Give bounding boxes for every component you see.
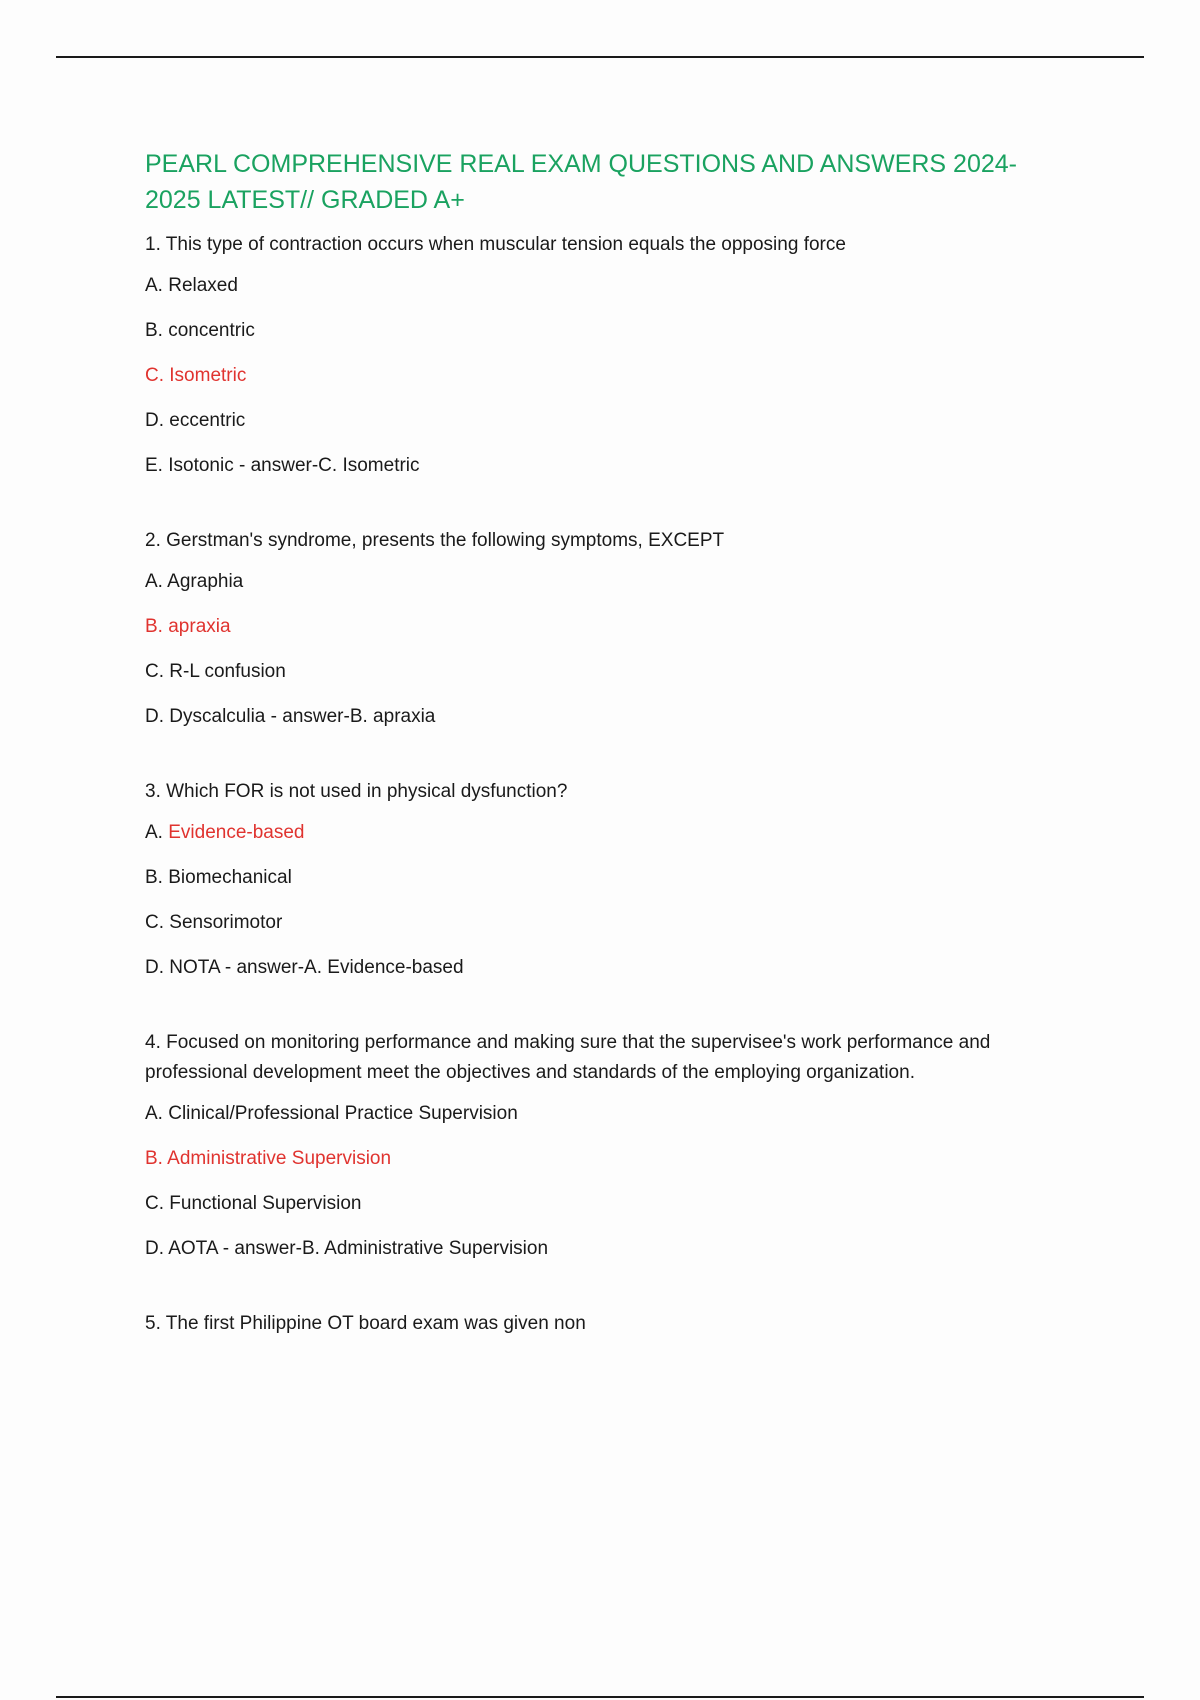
question-text: 5. The first Philippine OT board exam was given non xyxy=(145,1313,586,1334)
answer-option xyxy=(145,1102,1065,1126)
option-text: A. Agraphia xyxy=(145,571,244,592)
answer-option xyxy=(145,570,1065,594)
option-text: A. Relaxed xyxy=(145,275,238,296)
question-block xyxy=(145,1028,1065,1261)
answer-option xyxy=(145,454,1065,478)
document-title: PEARL COMPREHENSIVE REAL EXAM QUESTIONS AND ANSWERS 2024-2025 LATEST// GRADED A+ xyxy=(145,150,1017,214)
question-block xyxy=(145,526,1065,729)
option-text: C. R-L confusion xyxy=(145,661,286,682)
question-block xyxy=(145,230,1065,478)
question-block xyxy=(145,1309,1065,1339)
option-text: B. Biomechanical xyxy=(145,867,292,888)
option-text: A. Clinical/Professional Practice Supervision xyxy=(145,1103,518,1124)
answer-option-correct xyxy=(145,1147,1065,1171)
answer-option xyxy=(145,1192,1065,1216)
answer-option xyxy=(145,956,1065,980)
question-text: 3. Which FOR is not used in physical dysfunction? xyxy=(145,781,568,802)
option-text: C. Isometric xyxy=(145,365,247,386)
option-text: B. Administrative Supervision xyxy=(145,1148,392,1169)
document-body xyxy=(145,146,1065,1353)
answer-option xyxy=(145,409,1065,433)
question-list xyxy=(145,230,1065,1339)
answer-option-correct xyxy=(145,821,1065,845)
option-text: B. apraxia xyxy=(145,616,231,637)
top-rule xyxy=(56,56,1144,58)
question-text: 4. Focused on monitoring performance and making sure that the supervisee's work performance and professional development meet the objectives and standards of the employing organization. xyxy=(145,1032,991,1083)
option-text: Evidence-based xyxy=(168,822,305,843)
answer-option xyxy=(145,705,1065,729)
option-text: E. Isotonic - answer-C. Isometric xyxy=(145,455,420,476)
option-text: D. Dyscalculia - answer-B. apraxia xyxy=(145,706,436,727)
option-text: D. eccentric xyxy=(145,410,246,431)
question-text: 1. This type of contraction occurs when muscular tension equals the opposing force xyxy=(145,234,846,255)
option-text: D. NOTA - answer-A. Evidence-based xyxy=(145,957,464,978)
answer-option xyxy=(145,911,1065,935)
question-text: 2. Gerstman's syndrome, presents the following symptoms, EXCEPT xyxy=(145,530,725,551)
option-text: C. Sensorimotor xyxy=(145,912,283,933)
option-text: B. concentric xyxy=(145,320,255,341)
answer-option xyxy=(145,1237,1065,1261)
question-block xyxy=(145,777,1065,980)
option-letter: A. xyxy=(145,822,169,843)
answer-option-correct xyxy=(145,615,1065,639)
bottom-rule xyxy=(56,1696,1144,1698)
option-text: D. AOTA - answer-B. Administrative Supervision xyxy=(145,1238,549,1259)
answer-option xyxy=(145,319,1065,343)
answer-option xyxy=(145,866,1065,890)
answer-option xyxy=(145,274,1065,298)
answer-option-correct xyxy=(145,364,1065,388)
option-text: C. Functional Supervision xyxy=(145,1193,362,1214)
answer-option xyxy=(145,660,1065,684)
